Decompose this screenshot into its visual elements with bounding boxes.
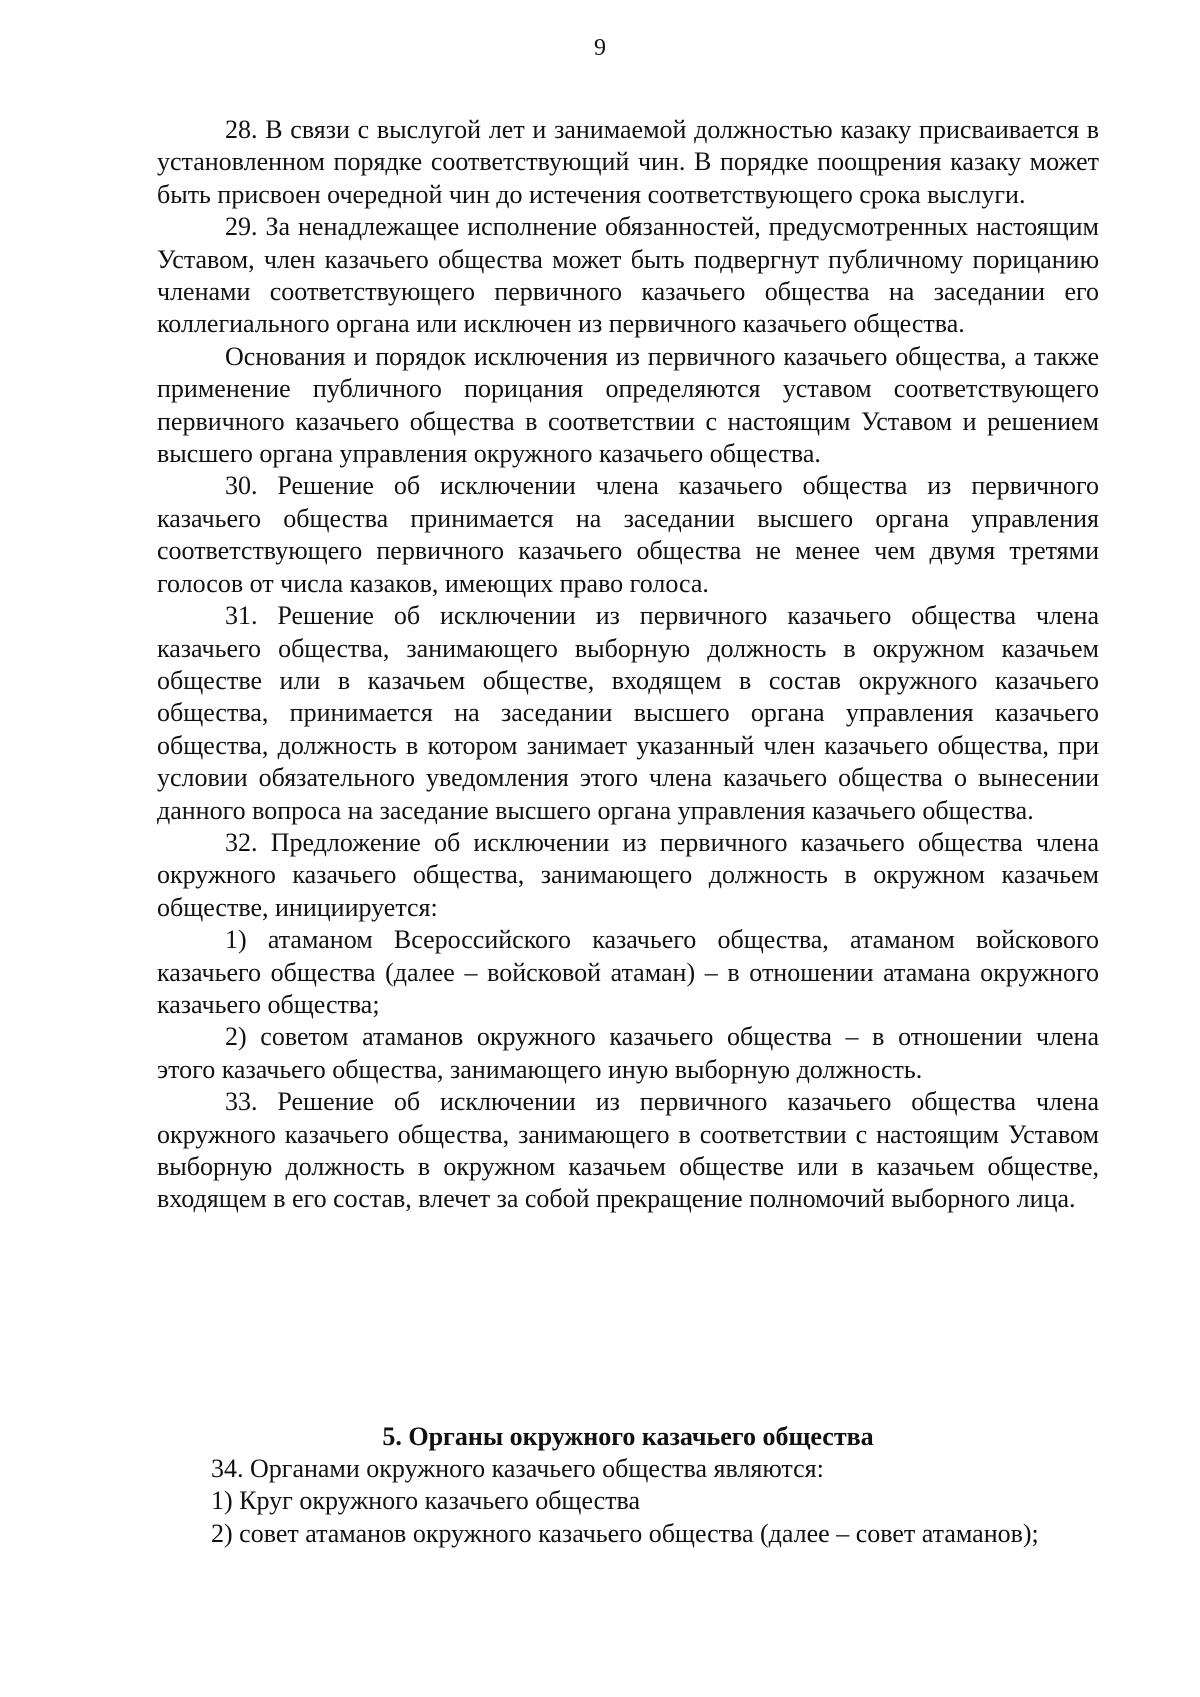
paragraph-32-item-1: 1) атаманом Всероссийского казачьего общества, атаманом войскового казачьего общества (далее – войсковой атаман) – в отношении атамана окружного казачьего общества; <box>157 925 1099 1019</box>
page-number: 9 <box>594 35 606 61</box>
paragraph-32: 32. Предложение об исключении из первичного казачьего общества члена окружного казачьего общества, занимающего должность в окружном казачьем обществе, инициируется: <box>157 827 1099 922</box>
paragraph-29: 29. За ненадлежащее исполнение обязанностей, предусмотренных настоящим Уставом, член казачьего общества может быть подвергнут публичному порицанию членами соответствующего первичного казачьего общества на заседании его коллегиального органа или исключен из первичного казачьего общества. <box>157 212 1099 339</box>
paragraph-31: 31. Решение об исключении из первичного казачьего общества члена казачьего общества, занимающего выборную должность в окружном казачьем обществе или в казачьем обществе, входящем в состав окружного казачьего общества, принимается на заседании высшего органа управления казачьего общества, должность в котором занимает указанный член казачьего общества, при условии обязательного уведомления этого члена казачьего общества о вынесении данного вопроса на заседание высшего органа управления казачьего общества. <box>157 601 1099 825</box>
paragraph-29-grounds: Основания и порядок исключения из первичного казачьего общества, а также применение публичного порицания определяются уставом соответствующего первичного казачьего общества в соответствии с настоящим Уставом и решением высшего органа управления окружного казачьего общества. <box>157 341 1099 469</box>
paragraph-34-item-1: 1) Круг окружного казачьего общества <box>211 1486 641 1516</box>
section-heading: 5. Органы окружного казачьего общества <box>382 1422 874 1451</box>
paragraph-34-item-2: 2) совет атаманов окружного казачьего общества (далее – совет атаманов); <box>211 1518 1039 1548</box>
paragraph-28: 28. В связи с выслугой лет и занимаемой должностью казаку присваивается в установленном порядке соответствующий чин. В порядке поощрения казаку может быть присвоен очередной чин до истечения соответствующего срока выслуги. <box>157 115 1099 209</box>
paragraph-33: 33. Решение об исключении из первичного казачьего общества члена окружного казачьего общества, занимающего в соответствии с настоящим Уставом выборную должность в окружном казачьем обществе или в казачьем обществе, входящем в его состав, влечет за собой прекращение полномочий выборного лица. <box>157 1087 1099 1214</box>
document-body <box>157 114 1099 1216</box>
paragraph-34: 34. Органами окружного казачьего общества являются: <box>211 1454 824 1483</box>
document-body-section-5 <box>143 1453 1099 1550</box>
paragraph-30: 30. Решение об исключении члена казачьего общества из первичного казачьего общества принимается на заседании высшего органа управления соответствующего первичного казачьего общества не менее чем двумя третями голосов от числа казаков, имеющих право голоса. <box>157 471 1099 598</box>
paragraph-32-item-2: 2) советом атаманов окружного казачьего общества – в отношении члена этого казачьего общества, занимающего иную выборную должность. <box>157 1022 1099 1084</box>
